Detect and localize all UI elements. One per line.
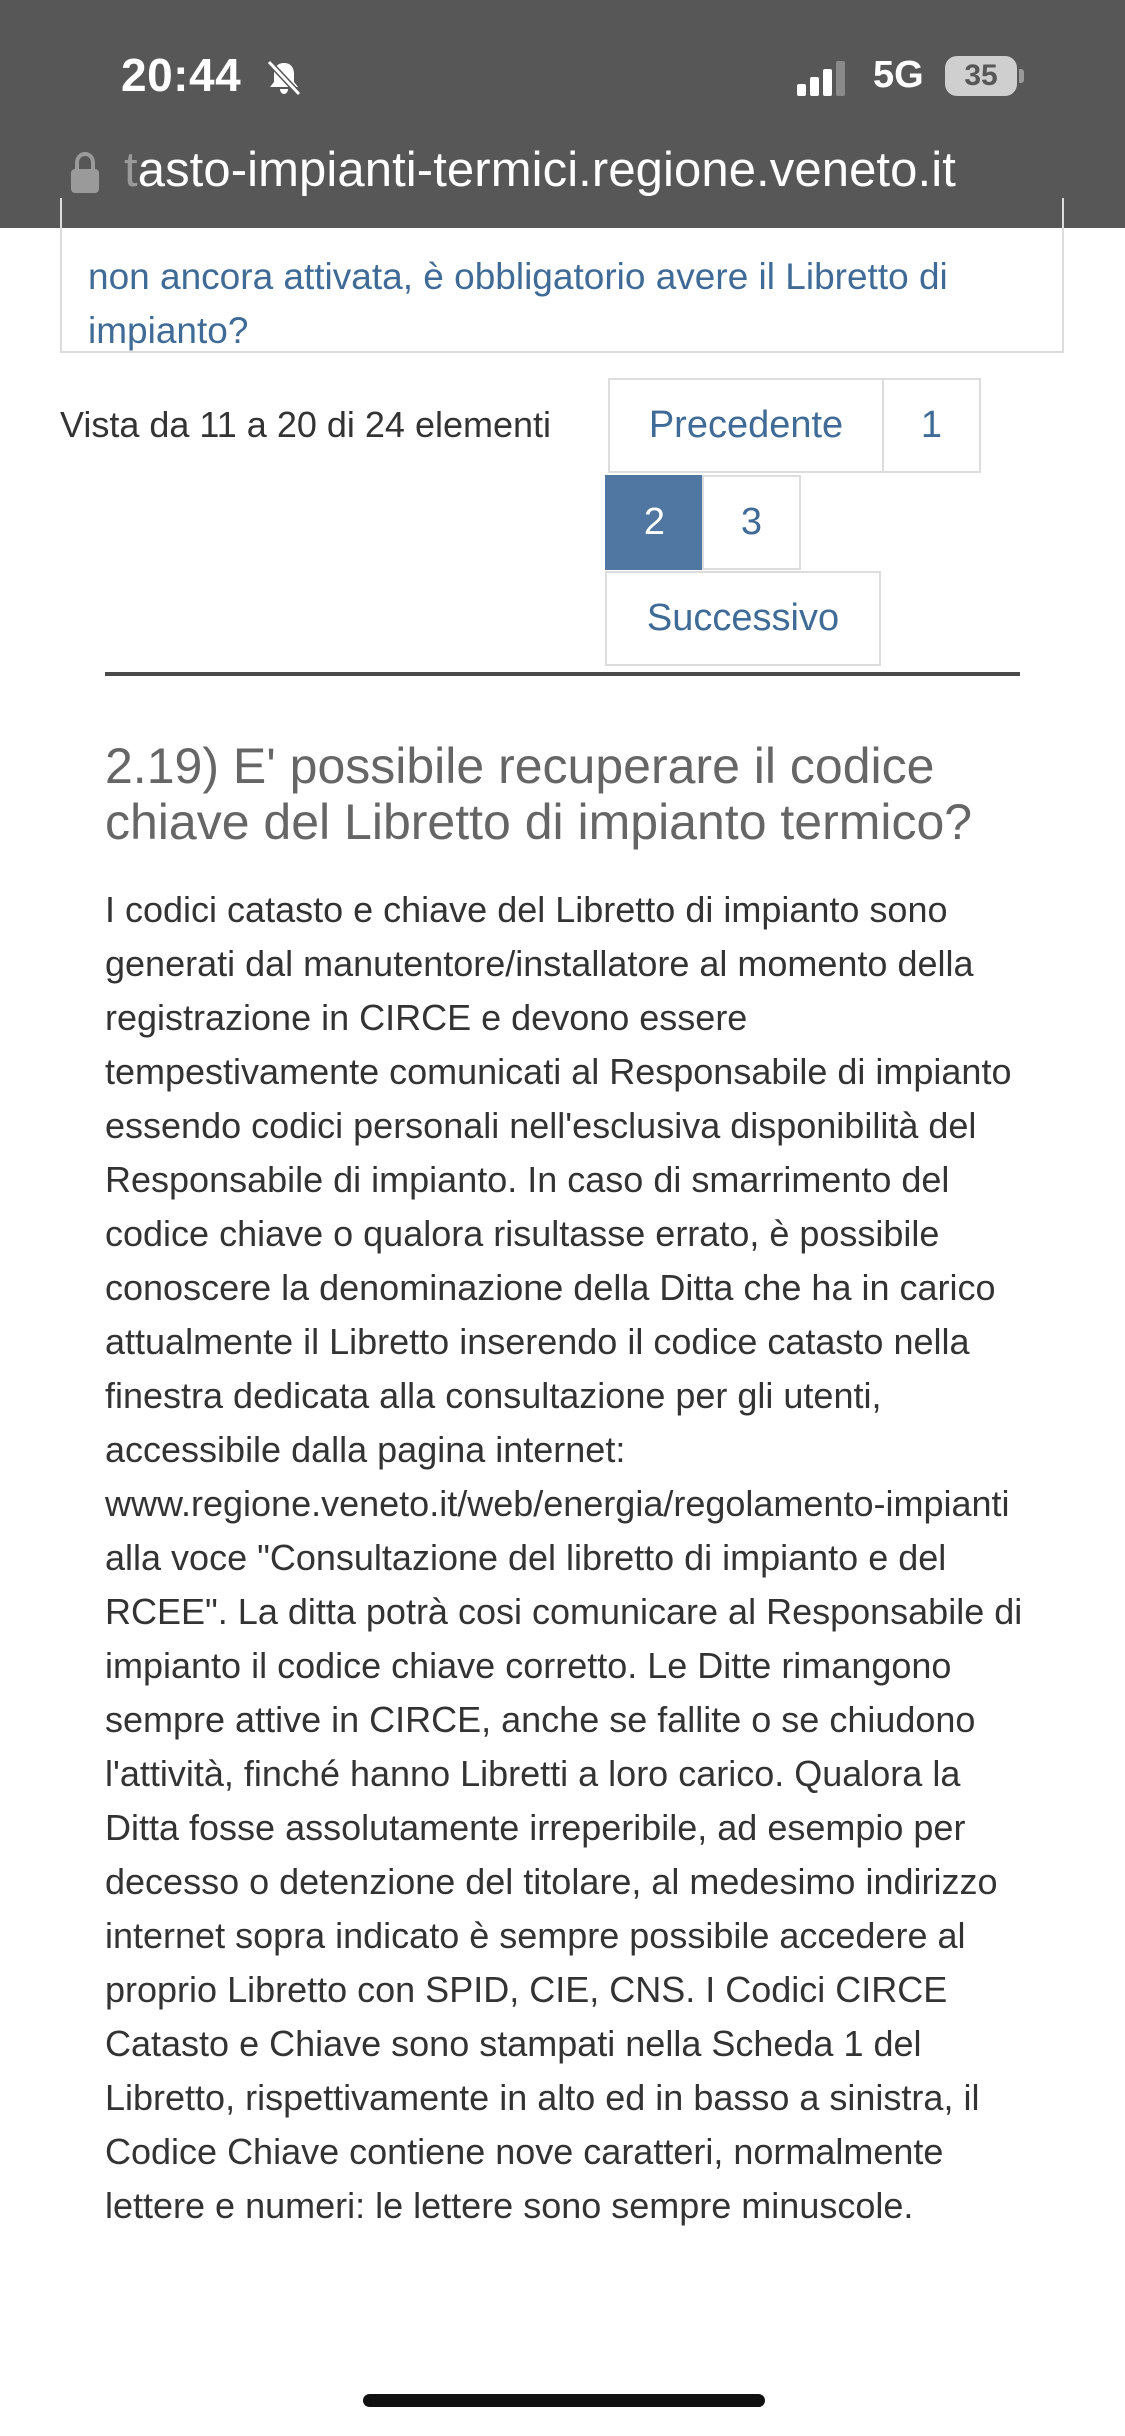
- faq-title: 2.19) E' possibile recuperare il codice chiave del Libretto di impianto termico?: [105, 738, 973, 850]
- status-bar: [0, 0, 1125, 140]
- url-first-char: t: [124, 143, 138, 197]
- battery-icon: [945, 56, 1025, 96]
- pagination-page-3[interactable]: 3: [702, 475, 801, 570]
- page-content: [0, 228, 1125, 2436]
- pagination-page-1[interactable]: 1: [882, 378, 981, 473]
- pagination-previous-button[interactable]: Precedente: [608, 378, 884, 473]
- faq-question-box[interactable]: [60, 198, 1064, 353]
- lock-icon: [68, 150, 102, 196]
- pagination-page-2-current[interactable]: 2: [605, 475, 704, 570]
- faq-question-link[interactable]: non ancora attivata, è obbligatorio avere il Libretto di impianto?: [88, 256, 948, 351]
- battery-level: 35: [964, 59, 998, 92]
- section-divider: [105, 672, 1020, 676]
- signal-icon: [797, 60, 857, 96]
- home-indicator[interactable]: [363, 2394, 765, 2407]
- faq-answer: I codici catasto e chiave del Libretto di impianto sono generati dal manutentore/installatore al momento della registrazione in CIRCE e devono essere tempestivamente comunicati al Responsabile di impianto essendo codici personali nell'esclusiva disponibilità del Responsabile di impianto. In caso di smarrimento del codice chiave o qualora risultasse errato, è possibile conoscere la denominazione della Ditta che ha in carico attualmente il Libretto inserendo il codice catasto nella finestra dedicata alla consultazione per gli utenti, accessibile dalla pagina internet: www.regione.veneto.it/web/energia/regolamento-impianti alla voce "Consultazione del libretto di impianto e del RCEE". La ditta potrà cosi comunicare al Responsabile di impianto il codice chiave corretto. Le Ditte rimangono sempre attive in CIRCE, anche se fallite o se chiudono l'attività, finché hanno Libretti a loro carico. Qualora la Ditta fosse assolutamente irreperibile, ad esempio per decesso o detenzione del titolare, al medesimo indirizzo internet sopra indicato è sempre possibile accedere al proprio Libretto con SPID, CIE, CNS. I Codici CIRCE Catasto e Chiave sono stampati nella Scheda 1 del Libretto, rispettivamente in alto ed in basso a sinistra, il Codice Chiave contiene nove caratteri, normalmente lettere e numeri: le lettere sono sempre minuscole.: [105, 889, 1023, 2226]
- url-domain: asto-impianti-termici.regione.veneto.it: [137, 143, 956, 197]
- pagination-next-button[interactable]: Successivo: [605, 571, 881, 666]
- status-time: 20:44: [121, 49, 242, 101]
- url-text[interactable]: [124, 142, 956, 198]
- bell-slash-icon: [264, 58, 304, 98]
- pagination-info: Vista da 11 a 20 di 24 elementi: [60, 404, 552, 445]
- network-type: 5G: [873, 54, 924, 96]
- browser-chrome: [0, 0, 1125, 228]
